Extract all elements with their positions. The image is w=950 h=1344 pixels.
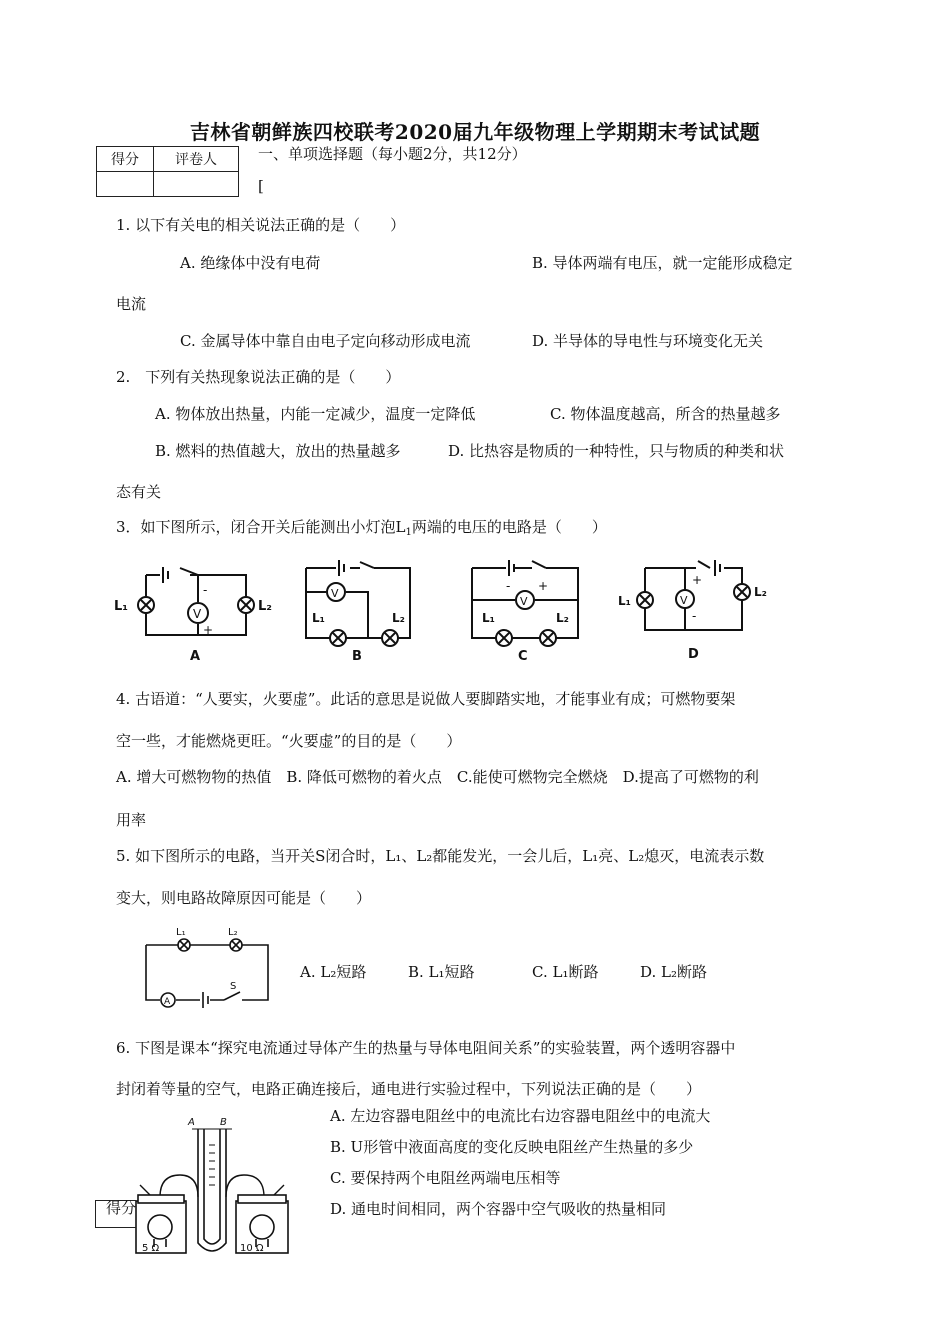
q6-line2: 封闭着等量的空气，电路正确连接后，通电进行实验过程中，下列说法正确的是（ ） <box>116 1080 702 1098</box>
plus-label: + <box>538 579 549 593</box>
q5-line1: 5. 如下图所示的电路，当开关S闭合时，L₁、L₂都能发光，一会儿后，L₁亮、L₂熄灭，电流表示数 <box>116 847 765 865</box>
q4-line2: 空一些，才能燃烧更旺。“火要虚”的目的是（ ） <box>116 732 462 750</box>
l2-label: L₂ <box>228 927 238 938</box>
q6-option-a: A. 左边容器电阻丝中的电流比右边容器电阻丝中的电流大 <box>330 1107 711 1125</box>
minus-label: - <box>692 609 697 623</box>
q4-options-cont: 用率 <box>116 811 147 829</box>
q2-option-c: C. 物体温度越高，所含的热量越多 <box>550 405 781 423</box>
q4-options: A. 增大可燃物物的热值 B. 降低可燃物的着火点 C.能使可燃物完全燃烧 D.提高了可燃物的利 <box>116 768 759 786</box>
resistor-5-label: 5 Ω <box>142 1243 160 1254</box>
plus-label: + <box>692 573 703 587</box>
q2-option-b: B. 燃料的热值越大，放出的热量越多 <box>155 442 401 460</box>
voltmeter-label: V <box>193 607 202 621</box>
q6-option-b: B. U形管中液面高度的变化反映电阻丝产生热量的多少 <box>330 1138 694 1156</box>
l1-label: L₁ <box>618 594 631 608</box>
minus-label: - <box>203 583 208 597</box>
q5-option-c: C. L₁断路 <box>532 963 599 981</box>
q6-option-c: C. 要保持两个电阻丝两端电压相等 <box>330 1169 561 1187</box>
circuit-d <box>618 560 767 662</box>
score-fragment-text: 得分 <box>106 1199 137 1217</box>
q1-option-b: B. 导体两端有电压，就一定能形成稳定 <box>532 254 793 272</box>
voltmeter-label: V <box>520 595 528 608</box>
score-cell <box>97 172 154 197</box>
l1-label: L₁ <box>176 927 186 938</box>
q6-line1: 6. 下图是课本“探究电流通过导体产生的热量与导体电阻间关系”的实验装置，两个透明容器中 <box>116 1039 736 1057</box>
circuit-d-label: D <box>688 647 699 662</box>
q5-line2: 变大，则电路故障原因可能是（ ） <box>116 889 372 907</box>
section-heading: 一、单项选择题（每小题2分，共12分） <box>258 145 527 163</box>
q2-option-d: D. 比热容是物质的一种特性，只与物质的种类和状 <box>448 442 785 460</box>
circuit-c-label: C <box>518 649 528 664</box>
voltmeter-label: V <box>331 587 339 600</box>
circuit-c <box>472 560 578 664</box>
q1-option-d: D. 半导体的导电性与环境变化无关 <box>532 332 764 350</box>
plus-label: + <box>203 623 214 637</box>
circuit-b-label: B <box>352 649 362 664</box>
q1-option-c: C. 金属导体中靠自由电子定向移动形成电流 <box>180 332 471 350</box>
q1-stem: 1. 以下有关电的相关说法正确的是（ ） <box>116 216 406 234</box>
q1-option-a: A. 绝缘体中没有电荷 <box>180 254 321 272</box>
l1-label: L₁ <box>114 599 128 614</box>
switch-label: S <box>230 981 237 992</box>
q5-circuit-diagram <box>140 925 275 1010</box>
q2-option-a: A. 物体放出热量，内能一定减少，温度一定降低 <box>155 405 476 423</box>
circuit-b <box>306 560 410 664</box>
circuit-a-label: A <box>190 649 201 664</box>
circuit-a <box>114 567 272 664</box>
q5-option-d: D. L₂断路 <box>640 963 708 981</box>
score-table <box>96 146 239 197</box>
q5-option-a: A. L₂短路 <box>300 963 367 981</box>
q1-option-b-cont: 电流 <box>116 295 147 313</box>
minus-label: - <box>506 579 511 593</box>
q6-option-d: D. 通电时间相同，两个容器中空气吸收的热量相同 <box>330 1200 667 1218</box>
l2-label: L₂ <box>258 599 272 614</box>
l2-label: L₂ <box>556 611 569 625</box>
tube-a-label: A <box>188 1117 195 1128</box>
tube-b-label: B <box>220 1117 227 1128</box>
l1-label: L₁ <box>482 611 495 625</box>
q2-stem: 2. 下列有关热现象说法正确的是（ ） <box>116 368 401 386</box>
q4-line1: 4. 古语道：“人要实，火要虚”。此话的意思是说做人要脚踏实地，才能事业有成；可燃物要架 <box>116 690 736 708</box>
l2-label: L₂ <box>392 611 405 625</box>
q2-option-d-cont: 态有关 <box>116 483 162 501</box>
q3-circuit-diagrams <box>110 550 790 665</box>
grader-header: 评卷人 <box>154 147 239 172</box>
q3-stem: 3．如下图所示，闭合开关后能测出小灯泡$L_1$两端的电压的电路是（ ） <box>116 518 607 538</box>
grader-cell <box>154 172 239 197</box>
section-bracket: [ <box>258 177 264 195</box>
q5-option-b: B. L₁短路 <box>408 963 475 981</box>
l1-label: L₁ <box>312 611 325 625</box>
score-header: 得分 <box>97 147 154 172</box>
resistor-10-label: 10 Ω <box>240 1243 264 1254</box>
voltmeter-label: V <box>680 594 688 607</box>
q6-apparatus-diagram <box>130 1115 300 1260</box>
ammeter-label: A <box>164 997 171 1007</box>
l2-label: L₂ <box>754 585 767 599</box>
page-title: 吉林省朝鲜族四校联考2020届九年级物理上学期期末考试试题 <box>189 120 761 144</box>
